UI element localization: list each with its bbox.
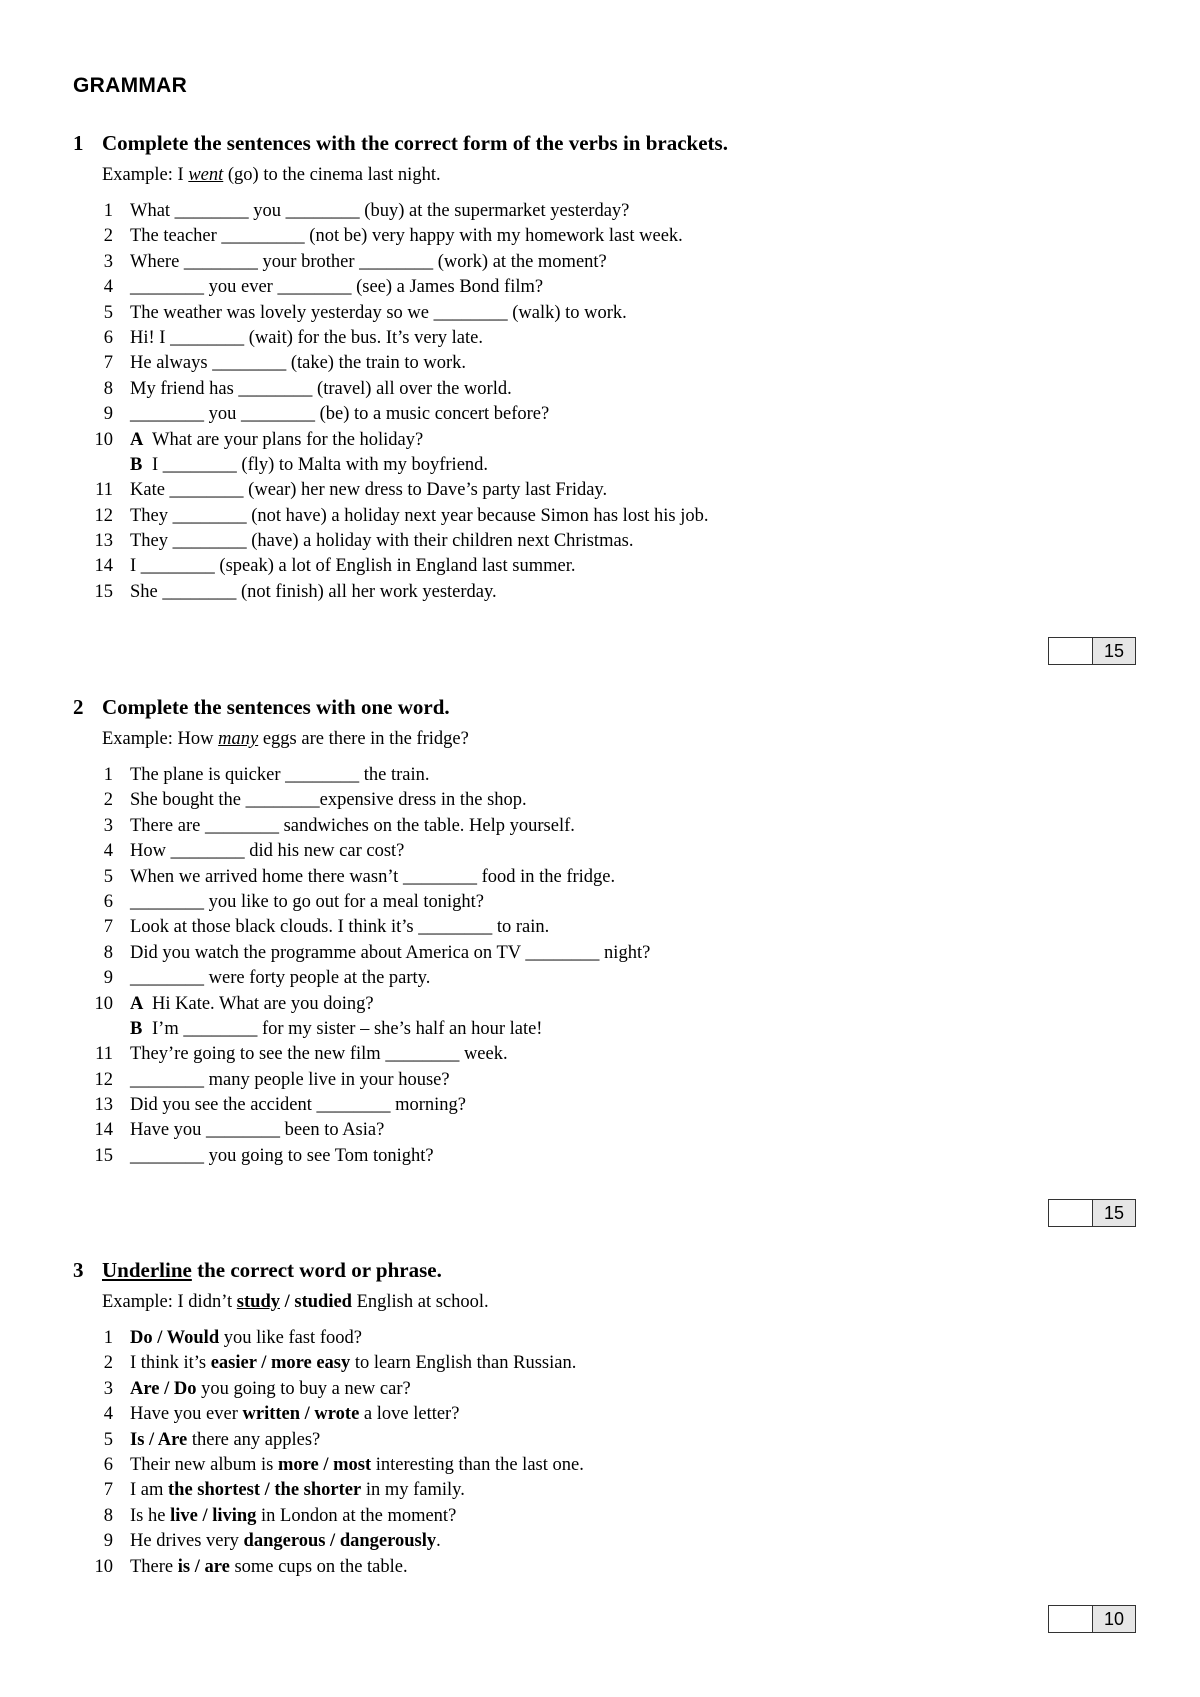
sentence: ________ were forty people at the party. [130,968,431,989]
question-number: 4 [103,277,113,298]
sentence: ________ you ever ________ (see) a James Bond film? [130,277,544,298]
question-number: 12 [94,1069,113,1090]
sentence: She ________ (not finish) all her work yesterday. [130,581,497,602]
speaker-label: B [130,454,143,475]
sentence: I ________ (fly) to Malta with my boyfriend. [152,454,489,475]
question-number: 13 [94,1095,113,1116]
question-text [130,1529,441,1554]
question-number: 9 [103,968,113,989]
sentence: Hi! I ________ (wait) for the bus. It’s very late. [130,327,483,348]
sentence: Have you ________ been to Asia? [130,1120,385,1141]
question-text [130,1017,542,1042]
word-choice[interactable]: easier / more easy [210,1353,351,1374]
question-item [73,224,1133,249]
question-text [130,1555,408,1580]
exercise-3 [73,1258,1133,1580]
question-text [130,763,430,788]
example-answer: study [236,1292,280,1312]
question-item [73,915,1133,940]
exercise-instruction-keyword: Underline [102,1258,192,1282]
sentence-end: some cups on the table. [229,1556,408,1577]
exercise-heading [73,131,1133,161]
question-item [73,453,1133,478]
question-number: 1 [103,201,113,221]
question-item [73,301,1133,326]
question-item [73,1377,1133,1402]
question-text [130,554,575,579]
exercise-2 [73,695,1133,1169]
sentence: Hi Kate. What are you doing? [152,993,374,1014]
question-text [130,1118,384,1143]
sentence: My friend has ________ (travel) all over the world. [130,378,512,399]
exercise-heading [73,1258,1133,1288]
question-text [130,1351,576,1376]
question-number: 5 [103,866,113,887]
question-text [130,814,575,839]
question-list [73,199,1133,605]
question-number: 8 [103,378,113,399]
question-item [73,1093,1133,1118]
question-number: 11 [95,480,113,501]
question-item [73,1402,1133,1427]
question-number: 15 [94,581,113,602]
score-entry[interactable] [1049,638,1093,664]
question-item [73,580,1133,605]
question-item [73,966,1133,991]
question-text [130,478,607,503]
exercise-instruction: Complete the sentences with one word. [102,695,450,719]
sentence-end: . [436,1531,441,1552]
page-title: GRAMMAR [73,74,188,97]
question-text [130,788,527,813]
question-number: 6 [103,891,113,912]
score-total: 15 [1093,638,1135,664]
question-text [130,580,497,605]
question-text [130,1144,434,1169]
question-number: 12 [94,505,113,526]
sentence: I’m ________ for my sister – she’s half an hour late! [152,1018,543,1039]
speaker-label: A [130,993,144,1014]
question-number: 5 [103,302,113,323]
speaker-label: B [130,1018,143,1039]
word-choice[interactable]: Are / Do [130,1378,197,1399]
example-answer: many [218,729,259,749]
sentence-end: a love letter? [359,1404,460,1425]
sentence: Look at those black clouds. I think it’s ________ to rain. [130,917,550,938]
score-total: 15 [1093,1200,1135,1226]
sentence: When we arrived home there wasn’t ________ food in the fridge. [130,866,616,887]
question-list [73,1326,1133,1580]
sentence: They’re going to see the new film ________ week. [130,1044,508,1065]
question-item [73,326,1133,351]
question-item [73,1068,1133,1093]
question-number: 3 [103,1378,113,1399]
exercise-instruction: the correct word or phrase. [191,1258,442,1282]
sentence: ________ many people live in your house? [130,1069,450,1090]
sentence-start: Have you ever [130,1404,243,1425]
question-item [73,275,1133,300]
question-text [130,504,709,529]
question-item [73,199,1133,224]
score-entry[interactable] [1049,1200,1093,1226]
question-number: 7 [103,1480,113,1501]
question-number: 2 [103,226,113,247]
question-text [130,941,650,966]
question-item [73,1555,1133,1580]
sentence: They ________ (not have) a holiday next year because Simon has lost his job. [130,505,709,526]
sentence: I ________ (speak) a lot of English in England last summer. [130,556,576,577]
question-item [73,1118,1133,1143]
sentence: ________ you like to go out for a meal tonight? [130,891,485,912]
question-list [73,763,1133,1169]
question-number: 15 [94,1145,113,1166]
sentence: The teacher _________ (not be) very happy with my homework last week. [130,226,683,247]
word-choice[interactable]: live / living [170,1505,257,1526]
question-number: 3 [103,251,113,272]
question-text [130,1478,465,1503]
question-item [73,1144,1133,1169]
score-total: 10 [1093,1606,1135,1632]
exercise-number: 3 [73,1258,84,1282]
question-item [73,839,1133,864]
question-text [130,1377,411,1402]
question-item [73,504,1133,529]
question-item [73,814,1133,839]
question-text [130,915,549,940]
question-item [73,1504,1133,1529]
question-text [130,351,466,376]
question-item [73,788,1133,813]
question-number: 8 [103,942,113,963]
question-number: 9 [103,1531,113,1552]
sentence: The weather was lovely yesterday so we ________ (walk) to work. [130,302,627,323]
question-item [73,402,1133,427]
example-sentence: Example: I went (go) to the cinema last night. [102,165,441,185]
question-number: 1 [103,1328,113,1348]
question-number: 14 [94,1120,113,1141]
question-number: 9 [103,404,113,425]
question-item [73,890,1133,915]
score-entry[interactable] [1049,1606,1093,1632]
question-number: 4 [103,841,113,862]
exercise-instruction: Complete the sentences with the correct form of the verbs in brackets. [102,131,728,155]
sentence: He always ________ (take) the train to work. [130,353,466,374]
sentence: What are your plans for the holiday? [152,429,424,450]
example-answer: went [188,165,224,185]
question-number: 10 [94,429,113,450]
question-text [130,377,512,402]
example-sentence: Example: I didn’t study / studied English at school. [102,1292,489,1312]
question-text [130,1504,456,1529]
sentence: Did you watch the programme about America on TV ________ night? [130,942,651,963]
question-text [130,865,615,890]
word-choice[interactable]: Do / Would [130,1328,220,1348]
question-item [73,992,1133,1017]
question-text [130,1453,584,1478]
question-number: 3 [103,815,113,836]
question-item [73,865,1133,890]
question-number: 10 [94,993,113,1014]
question-number: 2 [103,1353,113,1374]
question-number: 6 [103,1454,113,1475]
question-number: 8 [103,1505,113,1526]
question-number: 5 [103,1429,113,1450]
sentence-end: you going to buy a new car? [196,1378,411,1399]
score-box [1048,1605,1136,1633]
exercise-heading [73,695,1133,725]
question-text [130,453,488,478]
question-number: 14 [94,556,113,577]
exercise-1 [73,131,1133,605]
sentence: ________ you going to see Tom tonight? [130,1145,434,1166]
question-text [130,1042,508,1067]
sentence-start: Is he [130,1505,171,1526]
word-choice[interactable]: Is / Are [130,1429,188,1450]
sentence: There are ________ sandwiches on the table. Help yourself. [130,815,575,836]
question-text [130,224,683,249]
word-choice[interactable]: the shortest / the shorter [168,1480,362,1501]
question-item [73,763,1133,788]
question-text [130,839,404,864]
score-box [1048,637,1136,665]
question-number: 11 [95,1044,113,1065]
sentence-start: He drives very [130,1531,244,1552]
question-text [130,1326,362,1351]
sentence: Where ________ your brother ________ (work) at the moment? [130,251,607,272]
sentence-start: Their new album is [130,1454,278,1475]
word-choice[interactable]: dangerous / dangerously [243,1531,437,1552]
question-item [73,250,1133,275]
sentence: What ________ you ________ (buy) at the supermarket yesterday? [130,201,630,221]
sentence: Did you see the accident ________ morning? [130,1095,466,1116]
word-choice[interactable]: is / are [177,1556,230,1577]
question-text [130,402,549,427]
exercise-number: 1 [73,131,84,155]
question-text [130,1402,459,1427]
question-text [130,428,423,453]
question-item [73,1042,1133,1067]
question-text [130,1428,320,1453]
question-text [130,966,430,991]
example-sentence: Example: How many eggs are there in the fridge? [102,729,469,749]
question-number: 1 [103,765,113,785]
question-number: 6 [103,327,113,348]
sentence-end: in my family. [361,1480,465,1501]
question-item [73,554,1133,579]
word-choice[interactable]: more / most [277,1454,372,1475]
question-item [73,1017,1133,1042]
question-item [73,1326,1133,1351]
question-number: 7 [103,353,113,374]
sentence-end: to learn English than Russian. [350,1353,577,1374]
question-number: 10 [94,1556,113,1577]
sentence: The plane is quicker ________ the train. [130,765,430,785]
question-item [73,941,1133,966]
question-text [130,250,607,275]
exercise-number: 2 [73,695,84,719]
question-text [130,1068,450,1093]
question-text [130,275,543,300]
sentence-end: you like fast food? [219,1328,362,1348]
question-text [130,890,484,915]
question-item [73,1478,1133,1503]
question-text [130,1093,466,1118]
sentence-start: I am [130,1480,169,1501]
word-choice[interactable]: written / wrote [242,1404,360,1425]
sentence: They ________ (have) a holiday with their children next Christmas. [130,531,634,552]
sentence-end: interesting than the last one. [371,1454,584,1475]
question-number: 13 [94,531,113,552]
question-item [73,1351,1133,1376]
sentence-start: I think it’s [130,1353,211,1374]
question-text [130,199,629,224]
sentence: Kate ________ (wear) her new dress to Dave’s party last Friday. [130,480,608,501]
question-text [130,301,627,326]
question-text [130,529,634,554]
question-item [73,1453,1133,1478]
score-box [1048,1199,1136,1227]
question-item [73,1529,1133,1554]
sentence: ________ you ________ (be) to a music concert before? [130,404,550,425]
sentence-end: in London at the moment? [256,1505,457,1526]
sentence: How ________ did his new car cost? [130,841,405,862]
question-number: 4 [103,1404,113,1425]
speaker-label: A [130,429,144,450]
question-item [73,529,1133,554]
sentence-start: There [130,1556,178,1577]
question-text [130,326,483,351]
question-item [73,478,1133,503]
question-item [73,428,1133,453]
question-number: 2 [103,790,113,811]
question-number: 7 [103,917,113,938]
question-item [73,1428,1133,1453]
question-item [73,351,1133,376]
question-item [73,377,1133,402]
question-text [130,992,374,1017]
sentence-end: there any apples? [187,1429,321,1450]
sentence: She bought the ________expensive dress in the shop. [130,790,527,811]
